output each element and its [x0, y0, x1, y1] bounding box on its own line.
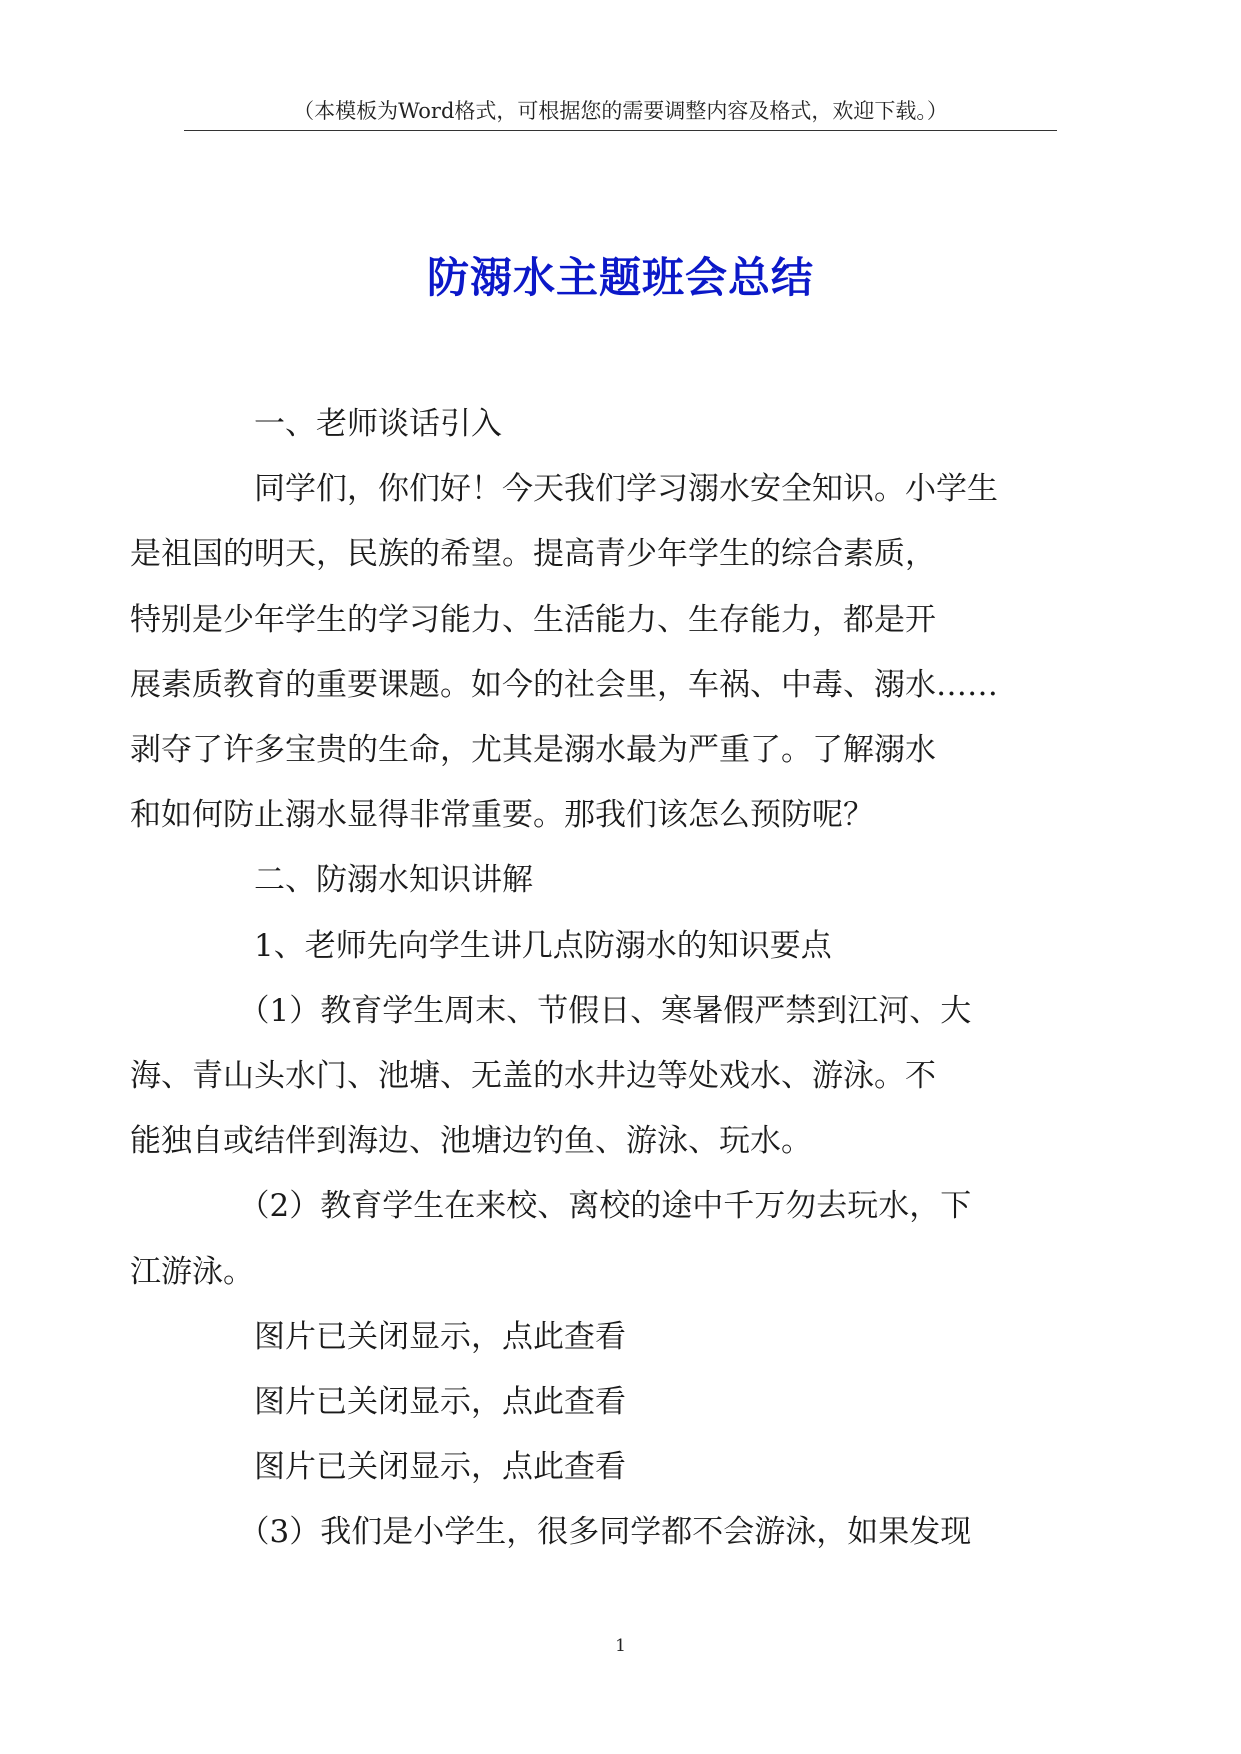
intro-paragraph: [130, 457, 1062, 848]
text-line[interactable]: 图片已关闭显示，点此查看: [254, 1318, 626, 1355]
text-line: （1）教育学生周末、节假日、寒暑假严禁到江河、大: [238, 992, 972, 1029]
section-heading-2: [192, 848, 1062, 913]
text-line: 和如何防止溺水显得非常重要。那我们该怎么预防呢？: [130, 797, 874, 834]
text-line: 二、防溺水知识讲解: [254, 862, 533, 899]
document-body: [130, 392, 1062, 1566]
text-line: 1、老师先向学生讲几点防溺水的知识要点: [254, 927, 832, 964]
image-placeholder-link[interactable]: [192, 1370, 1062, 1435]
header-note: （本模板为Word格式，可根据您的需要调整内容及格式，欢迎下载。）: [293, 99, 948, 123]
subheading-1: [192, 914, 1062, 979]
text-line: 特别是少年学生的学习能力、生活能力、生存能力，都是开: [130, 601, 936, 638]
section-heading-1: [192, 392, 1062, 457]
text-line: 同学们，你们好！今天我们学习溺水安全知识。小学生: [254, 471, 998, 508]
text-line[interactable]: 图片已关闭显示，点此查看: [254, 1449, 626, 1486]
text-line: 展素质教育的重要课题。如今的社会里，车祸、中毒、溺水……: [130, 666, 998, 703]
text-line: 一、老师谈话引入: [254, 406, 502, 442]
page-number: 1: [615, 1636, 626, 1656]
point-1-paragraph: [130, 979, 1062, 1175]
text-line: 能独自或结伴到海边、池塘边钓鱼、游泳、玩水。: [130, 1123, 812, 1160]
text-line: 是祖国的明天，民族的希望。提高青少年学生的综合素质，: [130, 536, 936, 573]
point-3-paragraph: [192, 1500, 1062, 1565]
text-line[interactable]: 图片已关闭显示，点此查看: [254, 1384, 626, 1421]
document-title: 防溺水主题班会总结: [426, 253, 814, 303]
text-line: 江游泳。: [130, 1253, 254, 1290]
image-placeholder-link[interactable]: [192, 1435, 1062, 1500]
header-divider: [184, 130, 1057, 131]
point-2-paragraph: [130, 1174, 1062, 1304]
text-line: （3）我们是小学生，很多同学都不会游泳，如果发现: [238, 1514, 972, 1551]
image-placeholder-link[interactable]: [192, 1305, 1062, 1370]
text-line: （2）教育学生在来校、离校的途中千万勿去玩水，下: [238, 1188, 972, 1225]
text-line: 海、青山头水门、池塘、无盖的水井边等处戏水、游泳。不: [130, 1058, 936, 1095]
text-line: 剥夺了许多宝贵的生命，尤其是溺水最为严重了。了解溺水: [130, 732, 936, 769]
